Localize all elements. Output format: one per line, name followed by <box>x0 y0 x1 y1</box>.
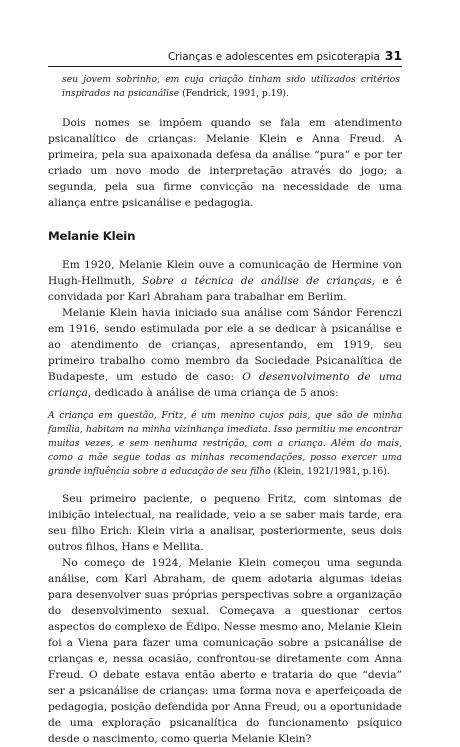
quote-fritz-citation: (Klein, 1921/1981, p.16). <box>270 466 390 477</box>
page-number: 31 <box>384 48 402 63</box>
header-rule <box>48 66 402 67</box>
p1920-text-a: Em 1920, Melanie Klein ouve a comunicação de Hermine von Hugh-Hellmuth, <box>48 259 402 287</box>
paragraph-ferenczi <box>48 305 402 401</box>
block-quote-top <box>62 73 400 101</box>
p1920-title: Sobre a técnica de análise de crianças <box>142 275 372 287</box>
paragraph-fritz: Seu primeiro paciente, o pequeno Fritz, com sintomas de inibição intelectual, na realidade, veio a se saber mais tarde, era seu filho Erich. Klein viria a analisar, posteriormente, seus dois outros filhos, Hans e Mellita. <box>48 493 402 553</box>
page-body <box>48 73 402 747</box>
quote-top-text: seu jovem sobrinho, em cuja criação tinham sido utilizados critérios inspirados na psicanálise <box>62 74 400 99</box>
quote-fritz-text: A criança em questão, Fritz, é um menino cujos pais, que são de minha família, habitam na minha vizinhança imediata. Isso permitiu me encontrar muitas vezes, e sem nenhuma restrição, com a criança. Além do mais, como a mãe segue todas as minhas recomendações, posso exercer uma grande influência sobre a educação de seu filho <box>48 410 402 477</box>
pferenczi-title: O desenvolvimento de uma criança <box>48 371 403 399</box>
paragraph-1920 <box>48 257 402 305</box>
p1920-text-b: , e é convidada por Karl Abraham para trabalhar em Berlim. <box>48 275 402 303</box>
block-quote-fritz <box>48 409 402 479</box>
section-heading: Melanie Klein <box>48 229 136 243</box>
quote-top-citation: (Fendrick, 1991, p.19). <box>179 88 289 99</box>
paragraph-1924: No começo de 1924, Melanie Klein começou uma segunda análise, com Karl Abraham, de quem adotaria algumas ideias para desenvolver suas próprias perspectivas sobre a organização do desenvolvimento sexual. Começava a questionar certos aspectos do complexo de Édipo. Nesse mesmo ano, Melanie Klein foi a Viena para fazer uma comunicação sobre a psicanálise de crianças e, nessa ocasião, confrontou-se diretamente com Anna Freud. O debate estava então aberto e trataria do que “devia” ser a psicanálise de crianças: uma forma nova e aperfeiçoada de pedagogia, posição defendida por Anna Freud, ou a oportunidade de uma exploração psicanalítica do funcionamento psíquico desde o nascimento, como queria Melanie Klein? <box>48 557 402 745</box>
pferenczi-text-b: , dedicado à análise de uma criança de 5 anos: <box>87 387 339 399</box>
running-title: Crianças e adolescentes em psicoterapia <box>167 51 380 63</box>
running-header <box>48 48 402 63</box>
pferenczi-text-a: Melanie Klein havia iniciado sua análise com Sándor Ferenczi em 1916, sendo estimulada por ele a se dedicar à psicanálise e ao atendimento de crianças, apresentando, em 1919, seu primeiro trabalho como membro da Sociedade Psicanalítica de Budapeste, um estudo de caso: <box>48 307 402 383</box>
intro-paragraph: Dois nomes se impõem quando se fala em atendimento psicanalítico de crianças: Melanie Klein e Anna Freud. A primeira, pela sua apaixonada defesa da análise “pura” e por ter criado um novo modo de interpretação através do jogo; a segunda, pela sua firme convicção na necessidade de uma aliança entre psicanálise e pedagogia. <box>48 117 402 209</box>
